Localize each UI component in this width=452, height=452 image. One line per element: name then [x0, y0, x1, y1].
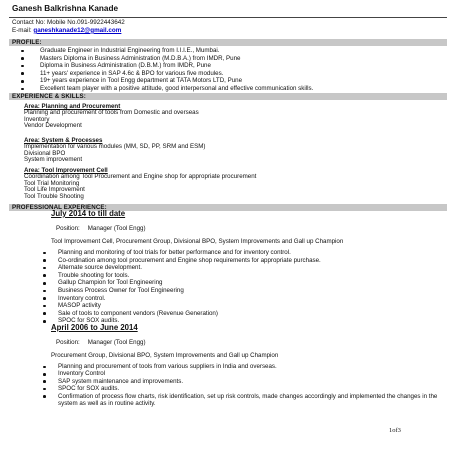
position-value: Manager (Tool Engg)	[87, 339, 146, 346]
section-profile-heading: PROFILE:	[9, 39, 447, 46]
job-responsibilities	[40, 363, 445, 407]
section-experience-skills-heading: EXPERIENCE & SKILLS:	[9, 93, 447, 100]
area-title: Area: System & Processes	[24, 137, 103, 144]
area-line: Inventory	[24, 115, 50, 123]
list-item: Business Process Owner for Tool Engineering	[40, 287, 450, 295]
list-item: Masters Diploma in Business Administration (M.D.B.A.) from IMDR, Pune	[9, 55, 449, 63]
section-professional-experience-heading: PROFESSIONAL EXPERIENCE:	[9, 204, 447, 211]
email-link[interactable]: ganeshkanade12@gmail.com	[33, 26, 122, 34]
area-line: Tool Trial Monitoring	[24, 179, 80, 187]
list-item: Co-ordination among tool procurement and Engine shop requirements for appropriate purchase.	[40, 257, 450, 265]
list-item: Diploma in Business Administration (D.B.M.) from IMDR, Pune	[9, 62, 449, 70]
area-title: Area: Tool Improvement Cell	[24, 167, 108, 174]
job-responsibilities	[40, 249, 450, 325]
position-label: Position:	[56, 339, 80, 346]
list-item: Planning and procurement of tools from various suppliers in India and overseas.	[40, 363, 445, 370]
area-planning-procurement	[24, 104, 199, 130]
area-line: Vendor Development	[24, 122, 82, 130]
list-item: Inventory Control	[40, 370, 445, 377]
list-item: SPOC for SOX audits.	[40, 317, 450, 325]
area-line: Planning and procurement of tools from Domestic and overseas	[24, 109, 199, 117]
list-item: Trouble shooting for tools.	[40, 272, 450, 280]
area-line: Tool Trouble Shooting	[24, 192, 84, 200]
contact-phone: Contact No: Mobile No.091-9922443642	[12, 19, 125, 26]
list-item: Gallup Champion for Tool Engineering	[40, 279, 450, 287]
job-position	[56, 225, 146, 232]
list-item: SPOC for SOX audits.	[40, 385, 445, 392]
list-item: Alternate source development.	[40, 264, 450, 272]
area-line: Implementation for various modules (MM, SD, PP, SRM and ESM)	[24, 143, 206, 151]
contact-block	[12, 19, 125, 35]
area-line: Coordination among Tool Procurement and Engine shop for appropriate procurement	[24, 173, 257, 181]
area-system-processes	[24, 138, 205, 164]
candidate-name: Ganesh Balkrishna Kanade	[12, 4, 119, 13]
position-value: Manager (Tool Engg)	[87, 225, 146, 232]
list-item: Inventory control.	[40, 295, 450, 303]
list-item: Excellent team player with a positive attitude, good interpersonal and effective communication skills.	[9, 85, 449, 93]
job-position	[56, 339, 146, 346]
page-number: 1of3	[389, 427, 401, 434]
list-item: SAP system maintenance and improvements.	[40, 378, 445, 385]
list-item: Planning and monitoring of tool trials for better performance and for inventory control.	[40, 249, 450, 257]
list-item: 19+ years experience in Tool Engg department at TATA Motors LTD, Pune	[9, 77, 449, 85]
job-department: Procurement Group, Divisional BPO, System Improvements and Gall up Champion	[51, 352, 279, 359]
area-line: Divisional BPO	[24, 149, 66, 157]
header-divider	[9, 17, 447, 18]
list-item: MASOP activity	[40, 302, 450, 310]
list-item: Graduate Engineer in Industrial Engineering from I.I.I.E., Mumbai.	[9, 47, 449, 55]
job-department: Tool Improvement Cell, Procurement Group, Divisional BPO, System Improvements and Gall up Champion	[51, 238, 344, 245]
list-item: Confirmation of process flow charts, risk identification, set up risk controls, made changes accordingly and implemented the changes in the system as well as in routine activity.	[40, 393, 445, 408]
contact-email-row	[12, 27, 125, 35]
job-period: April 2006 to June 2014	[51, 323, 138, 332]
email-label: E-mail:	[12, 26, 32, 34]
area-line: System improvement	[24, 156, 83, 164]
area-line: Tool Life Improvement	[24, 186, 85, 194]
profile-list	[9, 47, 449, 93]
list-item: 11+ years' experience in SAP 4.6c & BPO for various five modules.	[9, 70, 449, 78]
area-tool-improvement-cell	[24, 168, 256, 200]
job-period: July 2014 to till date	[51, 209, 126, 218]
area-title: Area: Planning and Procurement	[24, 103, 121, 110]
position-label: Position:	[56, 225, 80, 232]
list-item: Sale of tools to component vendors (Revenue Generation)	[40, 310, 450, 318]
